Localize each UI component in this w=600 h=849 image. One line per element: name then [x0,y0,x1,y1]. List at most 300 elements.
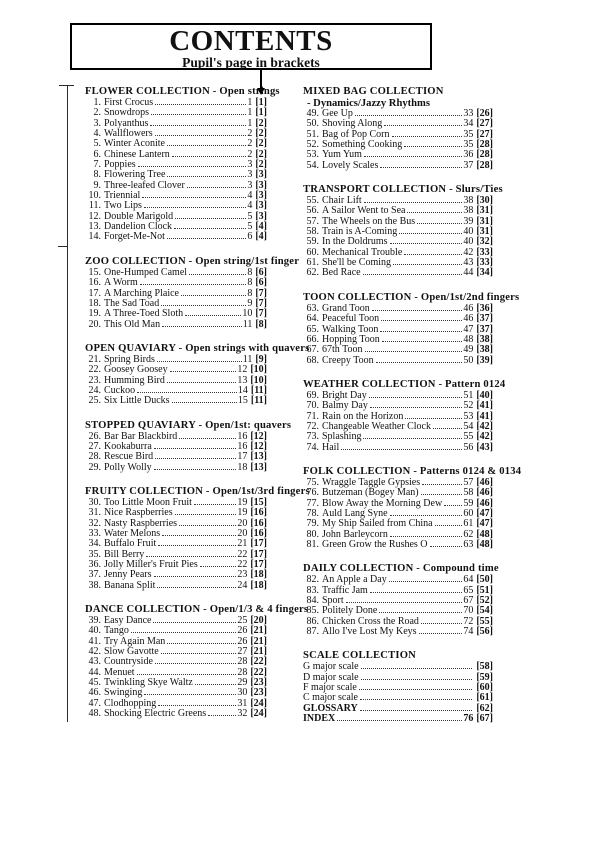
entry-title: Three-leafed Clover [104,179,185,191]
entry-title: Hopping Toon [322,333,380,345]
entry-title: Water Melons [104,528,161,539]
entry-number: 69. [306,389,319,401]
entry-title: Chicken Cross the Road [322,615,419,627]
entry-title: Chinese Lantern [104,148,170,160]
entry-title: John Barleycorn [322,528,388,540]
pupil-page-number: [17] [250,538,267,550]
dotted-leader [421,622,462,624]
entry-number: 78. [306,507,319,519]
pupil-page-number: [2] [255,128,267,140]
tutor-page-number: 76 [463,713,474,725]
entry-title: Rescue Bird [104,451,154,463]
tutor-page-number: 51 [463,389,474,401]
entry-number: 19. [88,308,101,320]
pupil-page-number: [55] [476,615,493,627]
dotted-leader [381,319,462,321]
dotted-leader [154,575,237,577]
pupil-page-number: [58] [476,661,493,673]
entry-title: Butzeman (Bogey Man) [322,487,419,499]
toc-section [85,86,280,243]
entry-number: 4. [93,128,101,140]
dotted-leader [390,514,463,516]
bracket-tick-top [59,85,74,86]
toc-entry [303,161,493,171]
dotted-leader [407,211,462,213]
section-title: ZOO COLLECTION - Open string/1st finger [85,255,300,267]
pupil-page-number: [52] [476,595,493,607]
dotted-leader [174,227,246,229]
entry-number: 64. [306,313,319,325]
entry-number: 40. [88,625,101,637]
dotted-leader [379,611,462,613]
dotted-leader [161,304,246,306]
entry-number: 5. [93,138,101,150]
pupil-page-number: [7] [255,308,267,320]
tutor-page-number: 48 [463,333,474,345]
entry-number: 3. [93,117,101,129]
tutor-page-number: 39 [463,215,474,227]
tutor-page-number: 65 [463,584,474,596]
pupil-page-number: [37] [476,323,493,335]
entry-title: A Marching Plaice [104,287,179,299]
entry-number: 74. [306,441,319,453]
dotted-leader [179,524,236,526]
tutor-page-number: 1 [247,97,253,108]
dotted-leader [151,113,246,115]
pupil-page-number: [11] [250,395,267,407]
pupil-page-number: [50] [476,574,493,586]
tutor-page-number: 47 [463,323,474,335]
dotted-leader [194,503,236,505]
tutor-page-number: 62 [463,528,474,540]
toc-entry [85,232,267,242]
entry-title: Banana Split [104,579,156,591]
dotted-leader [404,253,462,255]
dotted-leader [360,709,473,711]
pupil-page-number: [4] [255,221,267,233]
pupil-page-number: [12] [250,430,267,442]
dotted-leader [384,124,462,126]
pupil-page-number: [47] [476,518,493,530]
dotted-leader [167,175,246,177]
pupil-page-number: [27] [476,118,493,130]
pupil-page-number: [33] [476,246,493,258]
dotted-leader [419,632,463,634]
tutor-page-number: 4 [247,190,253,202]
tutor-page-number: 19 [237,507,248,519]
pupil-page-number: [1] [255,97,267,108]
dotted-leader [341,448,462,450]
entry-title: Try Again Man [104,635,166,647]
pupil-page-number: [67] [476,713,493,725]
entry-title: 67th Toon [322,344,363,356]
entry-title: A Worm [104,277,138,289]
dotted-leader [399,232,462,234]
pupil-page-number: [31] [476,226,493,238]
tutor-page-number: 2 [247,138,253,150]
pupil-page-number: [24] [250,708,267,720]
pupil-page-number: [13] [250,451,267,463]
pupil-page-number: [17] [250,548,267,560]
dotted-leader [376,361,463,363]
pupil-page-number: [2] [255,138,267,150]
entry-number: 17. [88,287,101,299]
tutor-page-number: 64 [463,574,474,586]
tutor-page-number: 5 [247,221,253,233]
tutor-page-number: 2 [247,148,253,160]
tutor-page-number: 21 [237,538,248,550]
dotted-leader [361,667,473,669]
toc-section [85,419,292,473]
tutor-page-number: 50 [463,354,474,366]
tutor-page-number: 37 [463,159,474,171]
entry-number: 59. [306,236,319,248]
dotted-leader [157,360,242,362]
toc-section [85,342,310,407]
dotted-leader [154,468,237,470]
entry-number: 2. [93,107,101,119]
tutor-page-number: 30 [237,687,248,699]
tutor-page-number: 11 [242,353,253,365]
pupil-page-number: [1] [255,107,267,119]
entry-number: 6. [93,148,101,160]
pupil-page-number: [21] [250,646,267,658]
pupil-page-number: [23] [250,687,267,699]
entry-number: 44. [88,666,101,678]
pupil-page-number: [48] [476,539,493,550]
pupil-page-number: [61] [476,692,493,704]
toc-section [303,86,493,171]
toc-entry [303,268,493,278]
entry-title: Blow Away the Morning Dew [322,497,443,509]
entry-title: Snowdrops [104,107,150,119]
dotted-leader [175,217,246,219]
pupil-page-number: [6] [255,277,267,289]
dotted-leader [390,242,463,244]
tutor-page-number: 40 [463,226,474,238]
tutor-page-number: 12 [237,364,248,376]
entry-title: GLOSSARY [303,702,358,714]
dotted-leader [140,283,247,285]
section-title: SCALE COLLECTION [303,650,416,662]
entry-title: F major scale [303,682,357,694]
entry-title: Swinging [104,687,143,699]
entry-number: 66. [306,333,319,345]
pupil-page-number: [18] [250,569,267,581]
entry-title: Wraggle Taggle Gypsies [322,476,421,488]
tutor-page-number: 22 [237,559,248,571]
toc-section [303,650,493,724]
entry-number: 48. [88,708,101,720]
entry-number: 56. [306,205,319,217]
entry-title: Forget-Me-Not [104,231,165,243]
tutor-page-number: 8 [247,277,253,289]
dotted-leader [161,652,237,654]
entry-number: 9. [93,179,101,191]
entry-number: 20. [88,318,101,330]
tutor-page-number: 8 [247,266,253,278]
entry-number: 52. [306,139,319,151]
entry-title: Tango [104,625,129,637]
entry-number: 63. [306,302,319,314]
pupil-page-number: [11] [250,384,267,396]
pupil-page-number: [18] [250,579,267,591]
tutor-page-number: 14 [237,384,248,396]
tutor-page-number: 5 [247,210,253,222]
dotted-leader [150,124,246,126]
dotted-leader [185,314,241,316]
entry-number: 10. [88,190,101,202]
dotted-leader [393,263,462,265]
entry-title: Auld Lang Syne [322,507,388,519]
dotted-leader [172,155,247,157]
entry-title: Grand Toon [322,302,370,314]
entry-title: Walking Toon [322,323,379,335]
tutor-page-number: 58 [463,487,474,499]
tutor-page-number: 49 [463,344,474,356]
pupil-page-number: [43] [476,441,493,453]
tutor-page-number: 3 [247,169,253,181]
entry-title: Peaceful Toon [322,313,380,325]
pupil-page-number: [10] [250,374,267,386]
tutor-page-number: 27 [237,646,248,658]
dotted-leader [363,273,463,275]
tutor-page-number: 28 [237,656,248,668]
pupil-page-number: [22] [250,666,267,678]
entry-title: Bed Race [322,267,361,279]
entry-title: Shocking Electric Greens [104,708,207,720]
entry-number: 39. [88,615,101,627]
toc-entry [303,714,493,724]
tutor-page-number: 16 [237,440,248,452]
entry-number: 12. [88,210,101,222]
tutor-page-number: 34 [463,118,474,130]
dotted-leader [380,166,462,168]
entry-number: 87. [306,626,319,638]
entry-title: Jolly Miller's Fruit Pies [104,559,198,571]
entry-title: Humming Bird [104,374,165,386]
dotted-leader [157,586,236,588]
tutor-page-number: 55 [463,431,474,443]
tutor-page-number: 1 [247,117,253,129]
entry-title: Triennial [104,190,141,202]
tutor-page-number: 54 [463,420,474,432]
toc-section [85,255,300,330]
dotted-leader [179,437,236,439]
toc-section [303,184,503,279]
pupil-page-number: [15] [250,496,267,508]
dotted-leader [405,417,462,419]
toc-section [85,604,309,720]
entry-title: Buffalo Fruit [104,538,157,550]
pupil-page-number: [9] [255,353,267,365]
entry-title: Sport [322,595,344,607]
tutor-page-number: 3 [247,159,253,171]
tutor-page-number: 19 [237,496,248,508]
dotted-leader [167,642,236,644]
entry-number: 81. [306,539,319,550]
entry-number: 26. [88,430,101,442]
pupil-page-number: [21] [250,625,267,637]
entry-number: 71. [306,410,319,422]
entry-title: Dandelion Clock [104,221,173,233]
pupil-page-number: [28] [476,149,493,161]
tutor-page-number: 6 [247,231,253,243]
pupil-page-number: [28] [476,139,493,151]
dotted-leader [162,325,242,327]
pupil-page-number: [10] [250,364,267,376]
section-title: TRANSPORT COLLECTION - Slurs/Ties [303,184,503,196]
tutor-page-number: 63 [463,539,474,550]
pupil-page-number: [46] [476,497,493,509]
entry-title: Bar Bar Blackbird [104,430,178,442]
dotted-leader [208,714,236,716]
entry-number: 75. [306,476,319,488]
dotted-leader [364,201,463,203]
left-bracket-rule [67,85,68,722]
pupil-page-number: [4] [255,231,267,243]
entry-title: Two Lips [104,200,142,212]
entry-title: The Wheels on the Bus [322,215,416,227]
dotted-leader [144,693,236,695]
dotted-leader [422,483,462,485]
toc-section [303,563,499,638]
dotted-leader [364,155,462,157]
entry-number: 79. [306,518,319,530]
tutor-page-number: 38 [463,205,474,217]
tutor-page-number: 10 [242,308,253,320]
entry-number: 36. [88,559,101,571]
entry-title: An Apple a Day [322,574,387,586]
pupil-page-number: [46] [476,476,493,488]
tutor-page-number: 67 [463,595,474,607]
entry-number: 72. [306,420,319,432]
toc-section [303,378,506,453]
tutor-page-number: 31 [237,697,248,709]
dotted-leader [131,631,236,633]
tutor-page-number: 74 [463,626,474,638]
toc-entry [85,396,267,406]
entry-number: 46. [88,687,101,699]
entry-title: Train is A-Coming [322,226,398,238]
tutor-page-number: 32 [237,708,248,720]
tutor-page-number: 70 [463,605,474,617]
pupil-page-number: [24] [250,697,267,709]
pupil-page-number: [34] [476,267,493,279]
entry-title: Balmy Day [322,400,368,412]
entry-number: 30. [88,496,101,508]
entry-title: A Sailor Went to Sea [322,205,406,217]
entry-title: Clodhopping [104,697,157,709]
entry-number: 1. [93,97,101,108]
dotted-leader [355,114,463,116]
entry-title: Something Cooking [322,139,403,151]
pupil-page-number: [27] [476,128,493,140]
pupil-page-number: [47] [476,507,493,519]
dotted-leader [433,427,462,429]
toc-entry [303,540,493,550]
dotted-leader [144,206,246,208]
entry-title: Creepy Toon [322,354,374,366]
entry-title: Double Marigold [104,210,174,222]
dotted-leader [155,134,247,136]
pupil-page-number: [22] [250,656,267,668]
entry-number: 84. [306,595,319,607]
entry-title: Nasty Raspberries [104,517,178,529]
toc-entry [303,345,493,355]
dotted-leader [170,370,237,372]
entry-title: Green Grow the Rushes O [322,539,428,550]
entry-number: 24. [88,384,101,396]
pupil-page-number: [2] [255,117,267,129]
entry-number: 33. [88,528,101,539]
section-title: FRUITY COLLECTION - Open/1st/3rd fingers [85,485,310,497]
dotted-leader [369,396,463,398]
tutor-page-number: 72 [463,615,474,627]
pupil-page-number: [41] [476,410,493,422]
tutor-page-number: 35 [463,128,474,140]
tutor-page-number: 38 [463,195,474,207]
entry-number: 23. [88,374,101,386]
entry-title: C major scale [303,692,358,704]
entry-number: 38. [88,579,101,591]
entry-title: Easy Dance [104,615,152,627]
entry-number: 41. [88,635,101,647]
pupil-page-number: [48] [476,528,493,540]
tutor-page-number: 46 [463,313,474,325]
entry-title: Too Little Moon Fruit [104,496,192,508]
pupil-page-number: [38] [476,344,493,356]
toc-entry [85,365,267,375]
dotted-leader [172,401,237,403]
entry-number: 45. [88,677,101,689]
dotted-leader [137,673,237,675]
dotted-leader [421,493,463,495]
tutor-page-number: 53 [463,410,474,422]
pupil-page-number: [17] [250,559,267,571]
entry-title: Bright Day [322,389,367,401]
entry-title: Polyanthus [104,117,149,129]
entry-number: 51. [306,128,319,140]
entry-number: 58. [306,226,319,238]
tutor-page-number: 20 [237,517,248,529]
dotted-leader [187,186,247,188]
pupil-page-number: [54] [476,605,493,617]
dotted-leader [370,406,463,408]
entry-title: Shoving Along [322,118,383,130]
dotted-leader [200,565,237,567]
tutor-page-number: 24 [237,579,248,591]
entry-title: Gee Up [322,108,353,119]
dotted-leader [146,555,236,557]
dotted-leader [389,580,463,582]
dotted-leader [167,144,246,146]
pupil-page-number: [42] [476,420,493,432]
pupil-page-number: [12] [250,440,267,452]
toc-entry [85,709,267,719]
pupil-page-number: [20] [250,615,267,627]
entry-title: D major scale [303,671,359,683]
entry-title: Menuet [104,666,135,678]
entry-number: 43. [88,656,101,668]
dotted-leader [195,683,236,685]
entry-number: 32. [88,517,101,529]
dotted-leader [167,237,246,239]
entry-title: First Crocus [104,97,154,108]
pupil-page-number: [21] [250,635,267,647]
pupil-page-number: [62] [476,702,493,714]
section-title: DANCE COLLECTION - Open/1/3 & 4 fingers [85,604,309,616]
